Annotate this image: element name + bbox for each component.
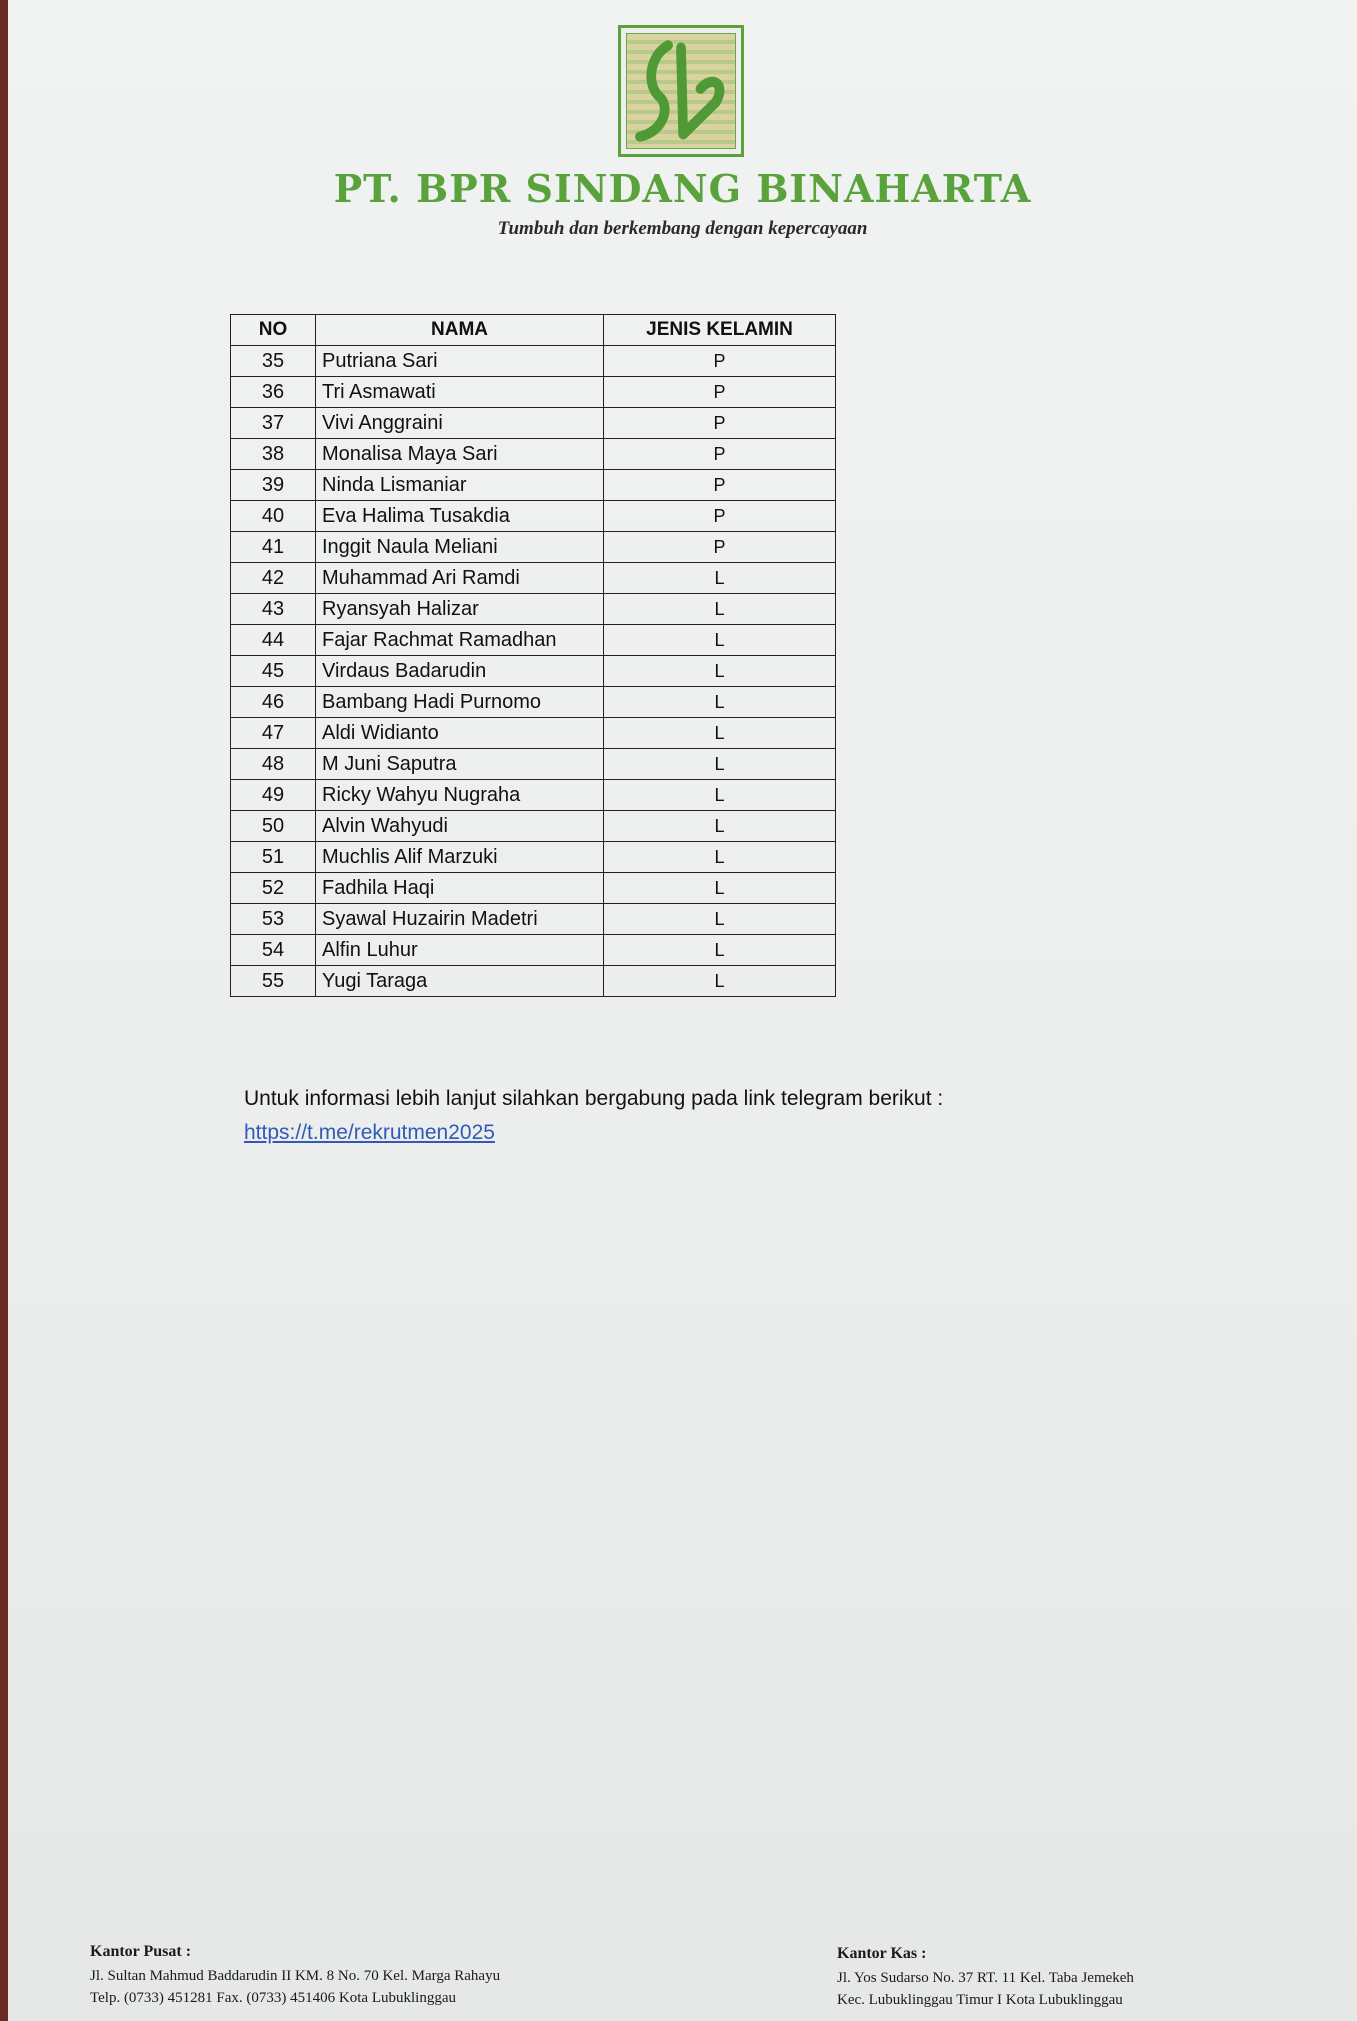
cell-nama: Putriana Sari [316, 346, 604, 377]
cell-no: 53 [231, 904, 316, 935]
telegram-link[interactable]: https://t.me/rekrutmen2025 [244, 1121, 495, 1144]
company-name: PT. BPR SINDANG BINAHARTA [333, 166, 1032, 211]
table-row [231, 532, 836, 563]
cell-jenis-kelamin: L [604, 594, 836, 625]
table-header-row [231, 315, 836, 346]
cell-no: 51 [231, 842, 316, 873]
cell-jenis-kelamin: L [604, 780, 836, 811]
table-row [231, 625, 836, 656]
cell-nama: Fajar Rachmat Ramadhan [316, 625, 604, 656]
cell-no: 50 [231, 811, 316, 842]
cell-jenis-kelamin: P [604, 501, 836, 532]
cell-nama: Syawal Huzairin Madetri [316, 904, 604, 935]
table-row [231, 718, 836, 749]
cell-no: 48 [231, 749, 316, 780]
cell-nama: Monalisa Maya Sari [316, 439, 604, 470]
cell-jenis-kelamin: P [604, 346, 836, 377]
cell-no: 47 [231, 718, 316, 749]
table-row [231, 346, 836, 377]
cell-nama: Ryansyah Halizar [316, 594, 604, 625]
cell-nama: Muhammad Ari Ramdi [316, 563, 604, 594]
cell-nama: Alvin Wahyudi [316, 811, 604, 842]
table-row [231, 687, 836, 718]
cell-nama: Ninda Lismaniar [316, 470, 604, 501]
cell-no: 42 [231, 563, 316, 594]
cell-nama: Alfin Luhur [316, 935, 604, 966]
table-row [231, 966, 836, 997]
table-row [231, 408, 836, 439]
table-body [231, 346, 836, 997]
cell-jenis-kelamin: L [604, 811, 836, 842]
footer-head-office-title: Kantor Pusat : [90, 1943, 192, 1960]
cell-no: 41 [231, 532, 316, 563]
cell-nama: Eva Halima Tusakdia [316, 501, 604, 532]
sb-monogram-logo-icon [618, 25, 744, 157]
letter-page [8, 0, 1357, 2021]
cell-jenis-kelamin: L [604, 842, 836, 873]
table-row [231, 501, 836, 532]
table-row [231, 904, 836, 935]
table-row [231, 470, 836, 501]
table-row [231, 780, 836, 811]
cell-jenis-kelamin: L [604, 904, 836, 935]
cell-nama: Virdaus Badarudin [316, 656, 604, 687]
cell-jenis-kelamin: P [604, 470, 836, 501]
cell-no: 55 [231, 966, 316, 997]
cell-nama: Bambang Hadi Purnomo [316, 687, 604, 718]
cell-jenis-kelamin: P [604, 532, 836, 563]
cell-nama: Vivi Anggraini [316, 408, 604, 439]
cell-no: 44 [231, 625, 316, 656]
cell-nama: Yugi Taraga [316, 966, 604, 997]
cell-nama: Fadhila Haqi [316, 873, 604, 904]
cell-nama: Aldi Widianto [316, 718, 604, 749]
company-tagline: Tumbuh dan berkembang dengan kepercayaan [497, 218, 868, 239]
cell-jenis-kelamin: L [604, 625, 836, 656]
footer-cash-office-address: Jl. Yos Sudarso No. 37 RT. 11 Kel. Taba Jemekeh [837, 1970, 1134, 1986]
table-row [231, 749, 836, 780]
cell-jenis-kelamin: L [604, 656, 836, 687]
cell-nama: Muchlis Alif Marzuki [316, 842, 604, 873]
cell-no: 43 [231, 594, 316, 625]
cell-no: 40 [231, 501, 316, 532]
table-row [231, 563, 836, 594]
cell-jenis-kelamin: P [604, 408, 836, 439]
table-row [231, 842, 836, 873]
cell-nama: Inggit Naula Meliani [316, 532, 604, 563]
cell-no: 45 [231, 656, 316, 687]
cell-jenis-kelamin: L [604, 935, 836, 966]
cell-jenis-kelamin: L [604, 966, 836, 997]
cell-no: 54 [231, 935, 316, 966]
table-row [231, 873, 836, 904]
cell-jenis-kelamin: L [604, 563, 836, 594]
table-row [231, 439, 836, 470]
cell-jenis-kelamin: P [604, 439, 836, 470]
column-header-no: NO [231, 315, 316, 346]
column-header-jenis-kelamin: JENIS KELAMIN [604, 315, 836, 346]
cell-no: 49 [231, 780, 316, 811]
candidate-table [230, 314, 836, 997]
cell-no: 52 [231, 873, 316, 904]
column-header-nama: NAMA [316, 315, 604, 346]
table-row [231, 656, 836, 687]
cell-nama: Ricky Wahyu Nugraha [316, 780, 604, 811]
cell-nama: Tri Asmawati [316, 377, 604, 408]
cell-no: 46 [231, 687, 316, 718]
table-row [231, 811, 836, 842]
cell-jenis-kelamin: L [604, 873, 836, 904]
info-text: Untuk informasi lebih lanjut silahkan bergabung pada link telegram berikut : [244, 1087, 944, 1110]
table-row [231, 377, 836, 408]
cell-no: 38 [231, 439, 316, 470]
cell-no: 39 [231, 470, 316, 501]
footer-head-office-phone: Telp. (0733) 451281 Fax. (0733) 451406 Kota Lubuklinggau [90, 1990, 456, 2006]
cell-jenis-kelamin: P [604, 377, 836, 408]
cell-jenis-kelamin: L [604, 718, 836, 749]
cell-no: 36 [231, 377, 316, 408]
table-row [231, 594, 836, 625]
footer-cash-office-title: Kantor Kas : [837, 1945, 927, 1962]
footer-head-office-address: Jl. Sultan Mahmud Baddarudin II KM. 8 No. 70 Kel. Marga Rahayu [90, 1968, 501, 1984]
cell-no: 37 [231, 408, 316, 439]
cell-jenis-kelamin: L [604, 687, 836, 718]
cell-nama: M Juni Saputra [316, 749, 604, 780]
footer-cash-office-district: Kec. Lubuklinggau Timur I Kota Lubuklinggau [837, 1992, 1123, 2008]
cell-no: 35 [231, 346, 316, 377]
table-row [231, 935, 836, 966]
cell-jenis-kelamin: L [604, 749, 836, 780]
